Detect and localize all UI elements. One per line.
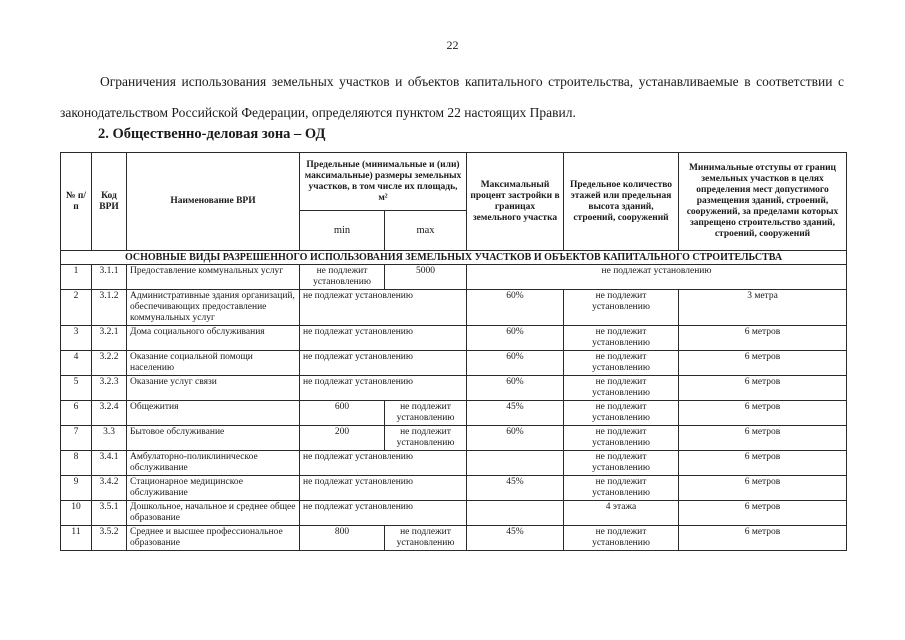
table-row: [61, 501, 847, 526]
row-floors: не подлежит установлению: [564, 376, 679, 401]
row-setback: 6 метров: [679, 351, 847, 376]
row-percent: 60%: [467, 326, 564, 351]
row-name: Амбулаторно-поликлиническое обслуживание: [127, 451, 300, 476]
row-num: 11: [61, 526, 92, 551]
table-row: [61, 351, 847, 376]
row-setback: 6 метров: [679, 326, 847, 351]
table-row: [61, 526, 847, 551]
row-sizes: не подлежат установлению: [300, 501, 467, 526]
row-name: Оказание услуг связи: [127, 376, 300, 401]
row-code: 3.5.1: [92, 501, 127, 526]
row-name: Бытовое обслуживание: [127, 426, 300, 451]
row-floors: не подлежит установлению: [564, 351, 679, 376]
row-num: 6: [61, 401, 92, 426]
row-setback: 6 метров: [679, 501, 847, 526]
row-code: 3.5.2: [92, 526, 127, 551]
row-code: 3.2.4: [92, 401, 127, 426]
header-min: min: [300, 211, 385, 251]
row-percent: [467, 501, 564, 526]
row-sizes: не подлежат установлению: [300, 351, 467, 376]
row-num: 2: [61, 290, 92, 326]
row-name: Общежития: [127, 401, 300, 426]
row-percent: 60%: [467, 351, 564, 376]
table-row: [61, 290, 847, 326]
row-floors: 4 этажа: [564, 501, 679, 526]
table-row: [61, 401, 847, 426]
row-num: 8: [61, 451, 92, 476]
row-setback: 6 метров: [679, 526, 847, 551]
header-setbacks: Минимальные отступы от границ земельных участков в целях определения мест допустимого размещения зданий, строений, сооружений, за пределами которых запрещено строительство зданий, строений, сооружений: [679, 153, 847, 251]
row-percent: 45%: [467, 401, 564, 426]
row-floors: не подлежит установлению: [564, 451, 679, 476]
row-name: Стационарное медицинское обслуживание: [127, 476, 300, 501]
row-num: 3: [61, 326, 92, 351]
row-min: 800: [300, 526, 385, 551]
row-floors: не подлежит установлению: [564, 426, 679, 451]
row-max: не подлежит установлению: [385, 426, 467, 451]
row-name: Среднее и высшее профессиональное образование: [127, 526, 300, 551]
row-setback: 3 метра: [679, 290, 847, 326]
row-num: 10: [61, 501, 92, 526]
row-percent: [467, 451, 564, 476]
table-row: [61, 265, 847, 290]
header-max: max: [385, 211, 467, 251]
row-setback: 6 метров: [679, 476, 847, 501]
header-percent: Максимальный процент застройки в границах земельного участка: [467, 153, 564, 251]
row-percent: 60%: [467, 426, 564, 451]
row-sizes: не подлежат установлению: [300, 376, 467, 401]
row-name: Предоставление коммунальных услуг: [127, 265, 300, 290]
row-code: 3.4.1: [92, 451, 127, 476]
row-sizes: не подлежат установлению: [300, 290, 467, 326]
row-sizes: не подлежат установлению: [300, 476, 467, 501]
row-sizes: не подлежат установлению: [300, 451, 467, 476]
header-floors: Предельное количество этажей или предельная высота зданий, строений, сооружений: [564, 153, 679, 251]
row-code: 3.1.2: [92, 290, 127, 326]
row-sizes: не подлежат установлению: [300, 326, 467, 351]
page-number: 22: [446, 38, 459, 52]
row-min: 600: [300, 401, 385, 426]
row-num: 9: [61, 476, 92, 501]
row-floors: не подлежит установлению: [564, 401, 679, 426]
row-setback: 6 метров: [679, 401, 847, 426]
row-code: 3.2.2: [92, 351, 127, 376]
row-floors: не подлежит установлению: [564, 290, 679, 326]
row-floors: не подлежит установлению: [564, 526, 679, 551]
row-code: 3.1.1: [92, 265, 127, 290]
table-row: [61, 326, 847, 351]
row-code: 3.2.3: [92, 376, 127, 401]
row-num: 1: [61, 265, 92, 290]
row-num: 4: [61, 351, 92, 376]
row-percent: 45%: [467, 526, 564, 551]
row-code: 3.4.2: [92, 476, 127, 501]
row-setback: 6 метров: [679, 451, 847, 476]
row-min: не подлежит установлению: [300, 265, 385, 290]
row-name: Дошкольное, начальное и среднее общее образование: [127, 501, 300, 526]
header-name: Наименование ВРИ: [127, 153, 300, 251]
row-setback: 6 метров: [679, 376, 847, 401]
zone-table: [60, 152, 847, 551]
row-floors: не подлежит установлению: [564, 326, 679, 351]
row-percent: 45%: [467, 476, 564, 501]
row-percent: 60%: [467, 376, 564, 401]
row-percent: 60%: [467, 290, 564, 326]
row-setback: 6 метров: [679, 426, 847, 451]
row-min: 200: [300, 426, 385, 451]
section-title: 2. Общественно-деловая зона – ОД: [98, 126, 326, 142]
row-max: не подлежит установлению: [385, 526, 467, 551]
row-name: Оказание социальной помощи населению: [127, 351, 300, 376]
row-max: не подлежит установлению: [385, 401, 467, 426]
header-num: № п/п: [61, 153, 92, 251]
header-code: Код ВРИ: [92, 153, 127, 251]
row-num: 7: [61, 426, 92, 451]
row-name: Административные здания организаций, обеспечивающих предоставление коммунальных услуг: [127, 290, 300, 326]
table-row: [61, 376, 847, 401]
row-code: 3.2.1: [92, 326, 127, 351]
table-row: [61, 476, 847, 501]
header-sizes: Предельные (минимальные и (или) максимальные) размеры земельных участков, в том числе их площадь, м²: [300, 153, 467, 211]
row-code: 3.3: [92, 426, 127, 451]
row-num: 5: [61, 376, 92, 401]
table-row: [61, 426, 847, 451]
row-max: 5000: [385, 265, 467, 290]
table-row: [61, 451, 847, 476]
row-name: Дома социального обслуживания: [127, 326, 300, 351]
intro-paragraph: Ограничения использования земельных участков и объектов капитального строительства, устанавливаемые в соответствии с законодательством Российской Федерации, определяются пунктом 22 настоящих Правил.: [60, 74, 844, 120]
section-label: ОСНОВНЫЕ ВИДЫ РАЗРЕШЕННОГО ИСПОЛЬЗОВАНИЯ ЗЕМЕЛЬНЫХ УЧАСТКОВ И ОБЪЕКТОВ КАПИТАЛЬНОГО СТРОИТЕЛЬСТВА: [61, 251, 847, 265]
row-rest: не подлежат установлению: [467, 265, 847, 290]
row-floors: не подлежит установлению: [564, 476, 679, 501]
